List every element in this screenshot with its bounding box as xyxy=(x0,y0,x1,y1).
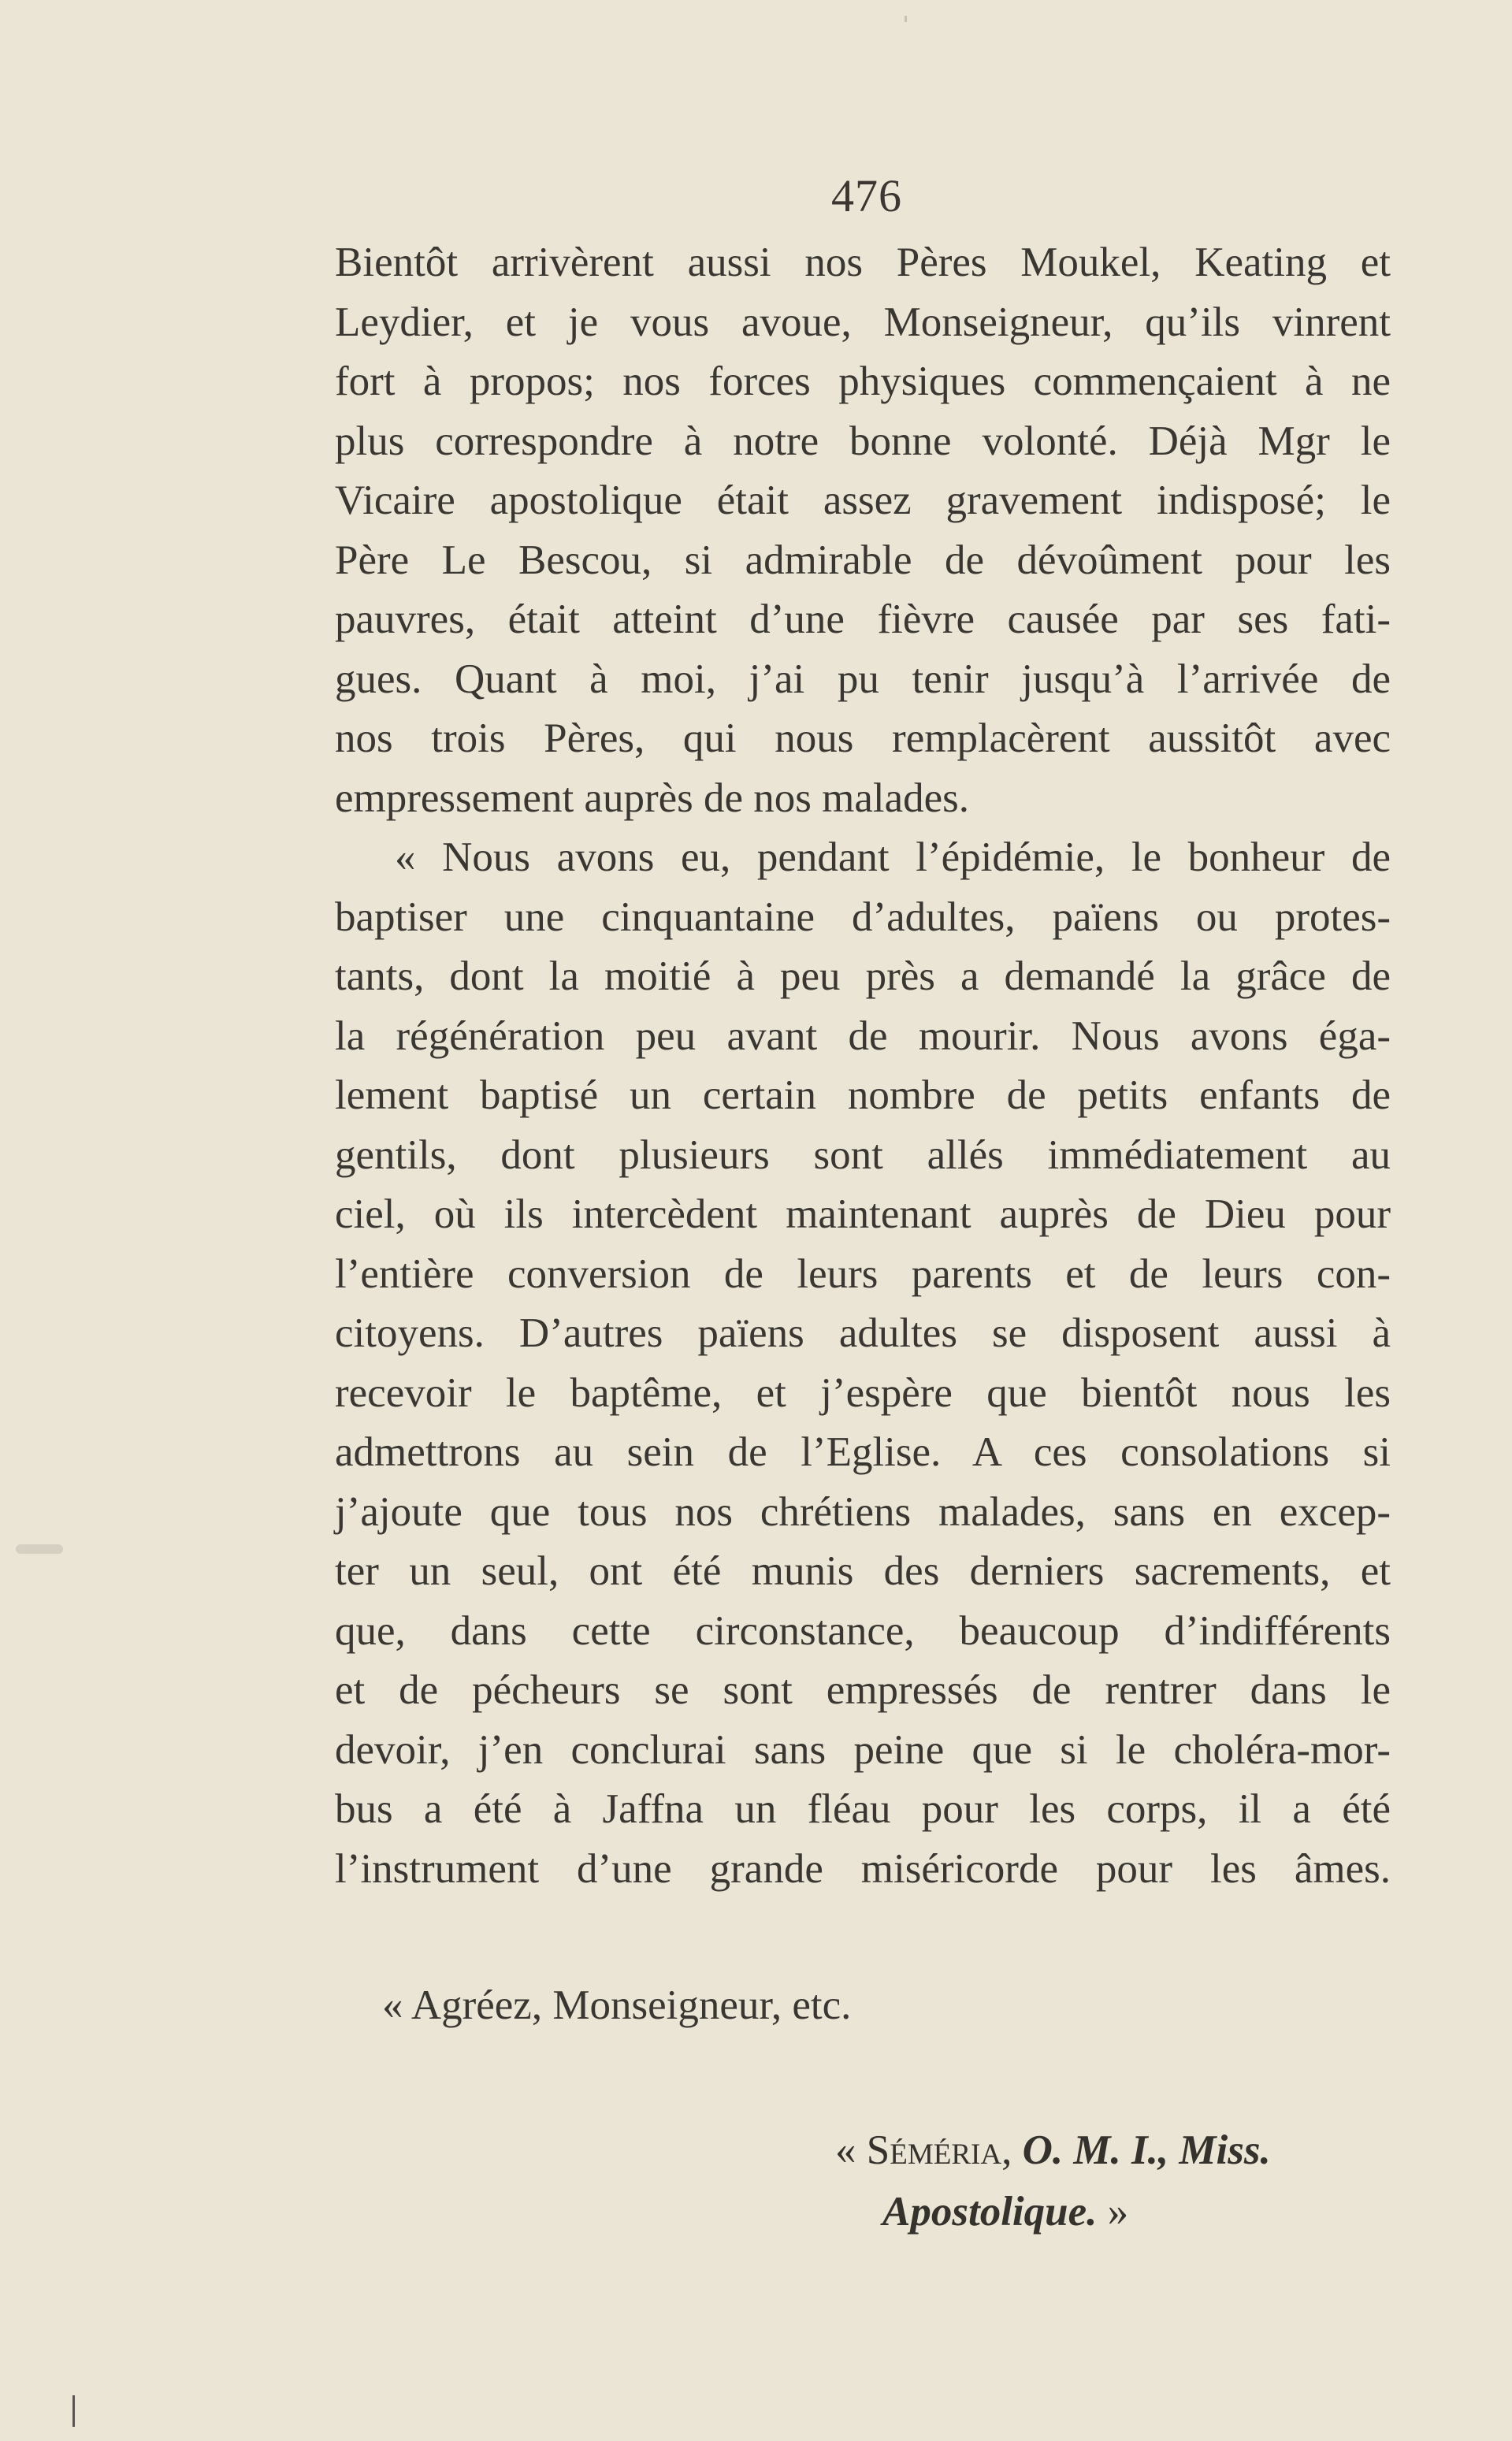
text-line: « Nous avons eu, pendant l’épidémie, le bonheur de xyxy=(395,834,1391,880)
text-line: gues. Quant à moi, j’ai pu tenir jusqu’à l’arrivée de xyxy=(335,656,1391,702)
text-line: gentils, dont plusieurs sont allés immédiatement au xyxy=(335,1131,1391,1178)
text-line: lement baptisé un certain nombre de petits enfants de xyxy=(335,1072,1391,1118)
body-text xyxy=(335,233,1391,1899)
text-line: l’instrument d’une grande miséricorde pour les âmes. xyxy=(335,1845,1391,1892)
signature-comma: , xyxy=(1001,2127,1023,2173)
signature-role-end: Apostolique. xyxy=(882,2189,1098,2235)
text-line: tants, dont la moitié à peu près a demandé la grâce de xyxy=(335,953,1391,999)
signature-order: O. M. I. xyxy=(1022,2127,1158,2173)
text-line: Vicaire apostolique était assez gravement indisposé; le xyxy=(335,477,1391,523)
text-line: Bientôt arrivèrent aussi nos Pères Moukel, Keating et xyxy=(335,240,1391,285)
text-line: empressement auprès de nos malades. xyxy=(335,775,970,821)
signature-close-quote: » xyxy=(1097,2189,1129,2235)
signature-open-quote: « xyxy=(835,2127,867,2173)
text-line: citoyens. D’autres païens adultes se disposent aussi à xyxy=(335,1310,1391,1356)
text-line: nos trois Pères, qui nous remplacèrent aussitôt avec xyxy=(335,715,1391,761)
text-line: et de pécheurs se sont empressés de rentrer dans le xyxy=(335,1667,1391,1713)
text-line: recevoir le baptême, et j’espère que bientôt nous les xyxy=(335,1369,1391,1416)
text-line: que, dans cette circonstance, beaucoup d’indifférents xyxy=(335,1607,1391,1654)
text-line: admettrons au sein de l’Eglise. A ces consolations si xyxy=(335,1429,1391,1475)
text-line: la régénération peu avant de mourir. Nous avons éga- xyxy=(335,1012,1391,1059)
text-line: Leydier, et je vous avoue, Monseigneur, qu’ils vinrent xyxy=(335,299,1391,345)
text-line: ciel, où ils intercèdent maintenant auprès de Dieu pour xyxy=(335,1191,1391,1237)
text-line: pauvres, était atteint d’une fièvre causée par ses fati- xyxy=(335,596,1391,642)
signature-line-2 xyxy=(835,2181,1410,2242)
text-line: devoir, j’en conclurai sans peine que si le choléra-mor- xyxy=(335,1726,1391,1773)
signature-block xyxy=(835,2120,1410,2242)
text-line: plus correspondre à notre bonne volonté. Déjà Mgr le xyxy=(335,418,1391,464)
signature-role-start: , Miss. xyxy=(1157,2127,1271,2173)
page-smudge xyxy=(16,1544,63,1554)
text-line: fort à propos; nos forces physiques commençaient à ne xyxy=(335,359,1391,404)
text-line: bus a été à Jaffna un fléau pour les corps, il a été xyxy=(335,1786,1391,1832)
text-line: Père Le Bescou, si admirable de dévoûment pour les xyxy=(335,537,1391,583)
print-speck xyxy=(905,16,907,22)
page-number: 476 xyxy=(831,170,902,221)
text-line: ter un seul, ont été munis des derniers sacrements, et xyxy=(335,1548,1391,1594)
text-line: baptiser une cinquantaine d’adultes, païens ou protes- xyxy=(335,894,1391,940)
text-line: l’entière conversion de leurs parents et de leurs con- xyxy=(335,1250,1391,1297)
margin-mark xyxy=(72,2395,75,2427)
signature-name: Séméria xyxy=(866,2127,1002,2173)
text-line: j’ajoute que tous nos chrétiens malades, sans en excep- xyxy=(335,1488,1391,1535)
closing-salutation: « Agréez, Monseigneur, etc. xyxy=(382,1982,852,2028)
signature-line-1 xyxy=(835,2120,1410,2181)
